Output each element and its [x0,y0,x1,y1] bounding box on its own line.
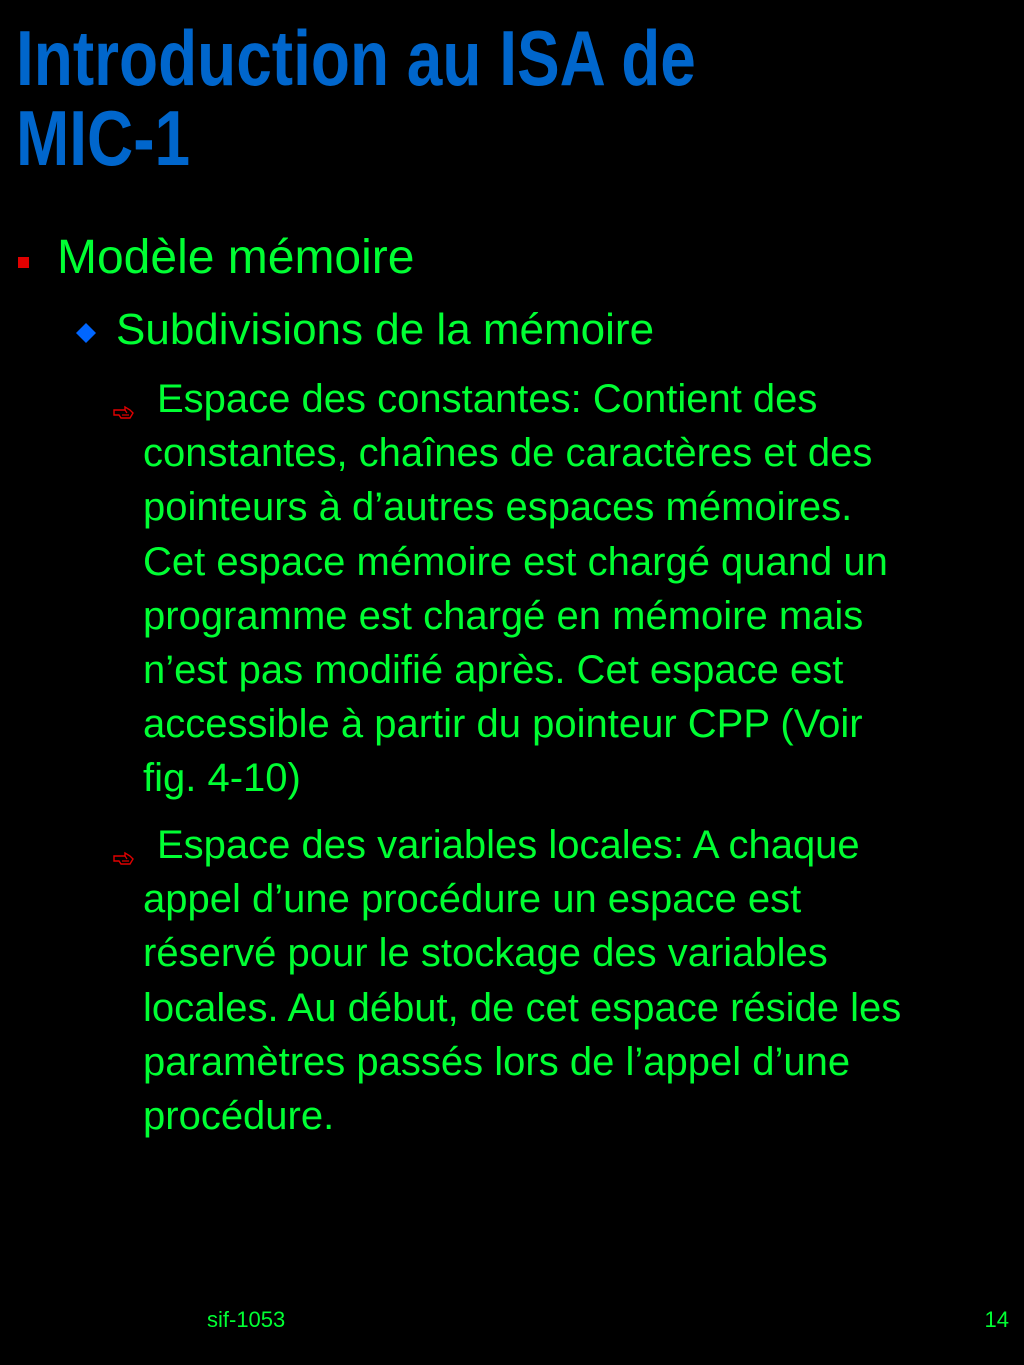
slide-title-line-1: Introduction au ISA de [16,14,696,102]
constants-line-4: Cet espace mémoire est chargé quand un [143,539,888,584]
local-variables-line-6: procédure. [143,1094,335,1139]
pointing-hand-icon [113,382,135,400]
constants-line-3: pointeurs à d’autres espaces mémoires. [143,485,853,530]
bullet-level-3-constants [143,372,1013,806]
bullet-level-1 [14,228,414,288]
bullet-level-3-local-variables [143,818,1013,1143]
slide-title-line-2: MIC-1 [16,94,191,182]
footer-course-code: sif-1053 [207,1307,286,1332]
bullet-level-2 [76,302,654,358]
constants-line-8: fig. 4-10) [143,756,301,801]
red-square-bullet-icon [18,257,29,268]
bullet-level-1-text: Modèle mémoire [57,231,415,284]
local-variables-line-2: appel d’une procédure un espace est [143,877,802,922]
constants-line-7: accessible à partir du pointeur CPP (Voir [143,702,863,747]
blue-diamond-bullet-icon [76,323,96,343]
local-variables-line-4: locales. Au début, de cet espace réside les [143,985,902,1030]
constants-line-2: constantes, chaînes de caractères et des [143,431,873,476]
local-variables-line-1: Espace des variables locales: A chaque [157,823,860,867]
local-variables-line-3: réservé pour le stockage des variables [143,931,828,976]
constants-line-1: Espace des constantes: Contient des [157,377,818,421]
pointing-hand-icon [113,828,135,846]
constants-line-5: programme est chargé en mémoire mais [143,593,864,638]
bullet-level-2-text: Subdivisions de la mémoire [116,305,655,354]
footer-page-number: 14 [984,1307,1009,1332]
slide-title [16,14,820,182]
local-variables-line-5: paramètres passés lors de l’appel d’une [143,1039,851,1084]
constants-line-6: n’est pas modifié après. Cet espace est [143,648,844,693]
